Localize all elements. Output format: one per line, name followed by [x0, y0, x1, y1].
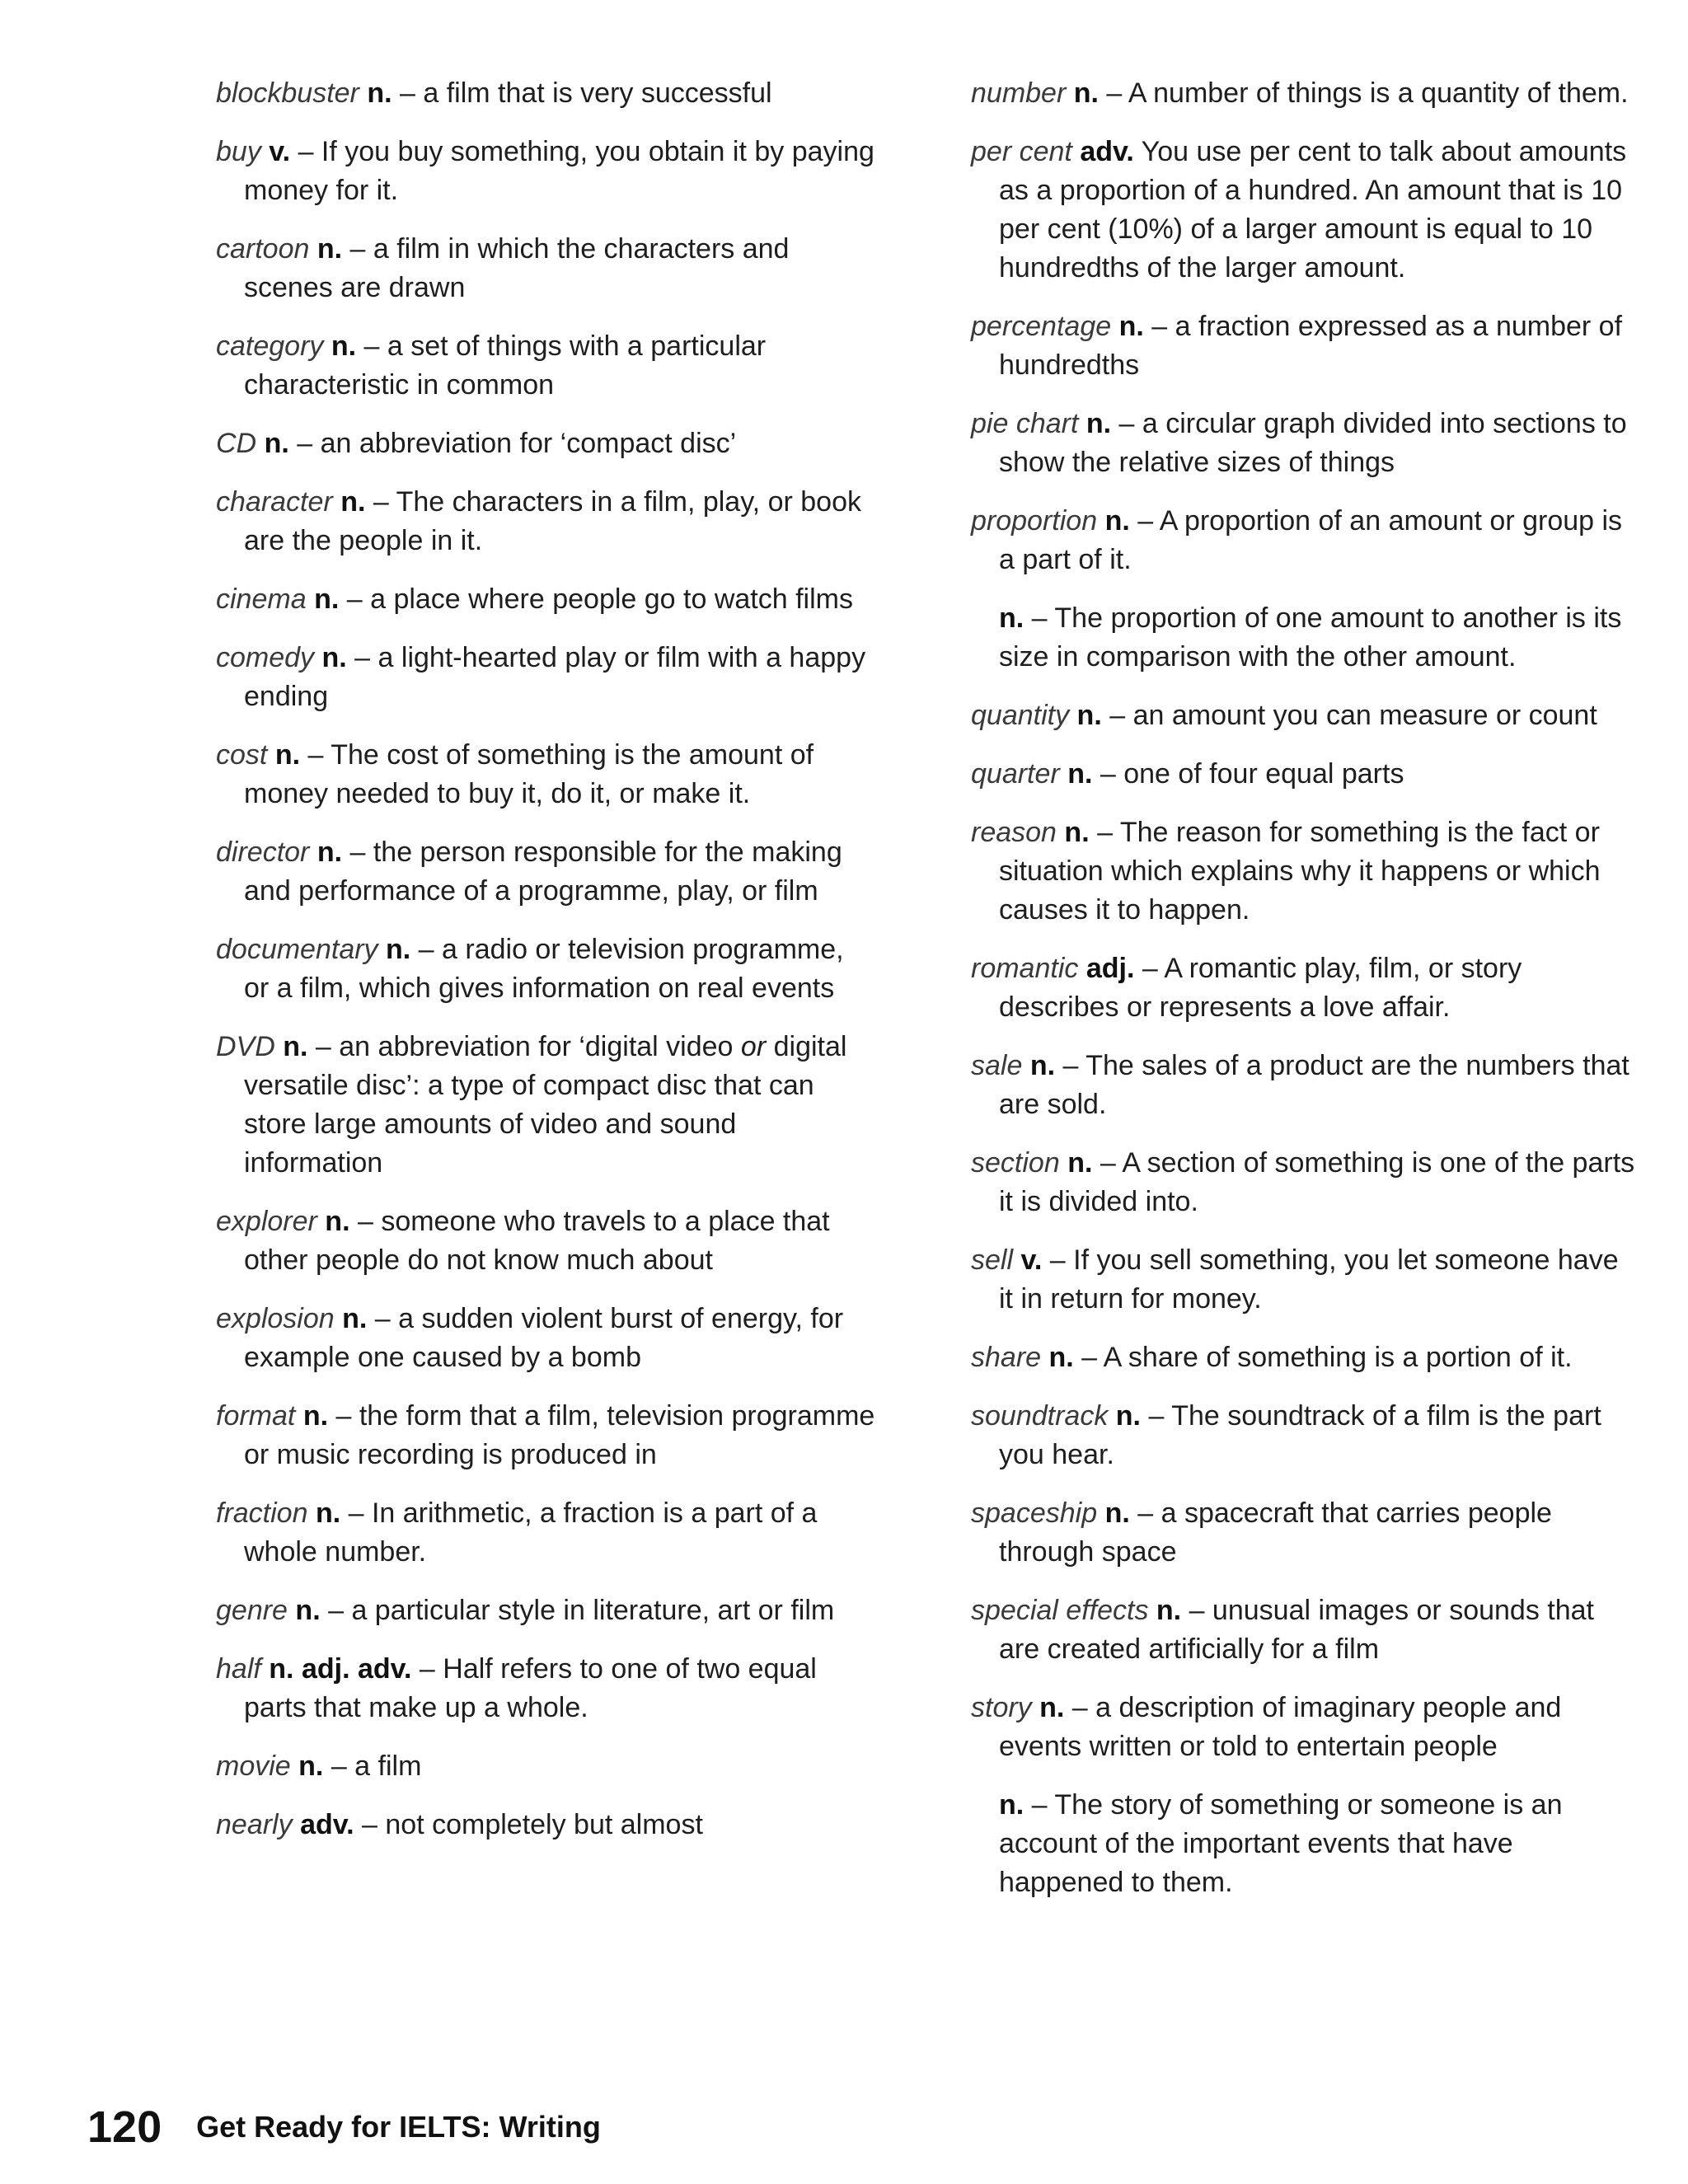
page-footer: [87, 2102, 601, 2153]
headword: buy: [216, 136, 261, 167]
definition: – a film that is very successful: [392, 77, 772, 109]
definition: – A section of something is one of the parts it is divided into.: [999, 1147, 1635, 1217]
definition: – a radio or television programme, or a film, which gives information on real events: [244, 934, 844, 1004]
part-of-speech: n.: [321, 642, 347, 673]
part-of-speech: n.: [340, 486, 366, 518]
glossary-column-left: [216, 74, 875, 1864]
glossary-entry: [216, 1747, 875, 1786]
part-of-speech: n.: [274, 739, 301, 771]
part-of-speech: n.: [999, 1789, 1025, 1821]
part-of-speech: n.: [1073, 77, 1099, 109]
definition: – The soundtrack of a film is the part you hear.: [999, 1400, 1601, 1470]
definition: – an amount you can measure or count: [1101, 700, 1597, 731]
glossary-entry: [971, 1591, 1639, 1669]
part-of-speech: v.: [269, 136, 291, 167]
part-of-speech: n.: [316, 233, 343, 265]
definition: – The reason for something is the fact or situation which explains why it happens or which causes it to happen.: [999, 817, 1601, 926]
glossary-entry: [971, 1494, 1639, 1572]
glossary-entry: [216, 930, 875, 1008]
definition: – a film in which the characters and scenes are drawn: [244, 233, 790, 303]
glossary-entry: [971, 1338, 1639, 1377]
definition: You use per cent to talk about amounts as a proportion of a hundred. An amount that is 10 per cent (10%) of a larger amount is equal to 10 hundredths of the larger amount.: [999, 136, 1627, 284]
definition: – a light-hearted play or film with a happy ending: [244, 642, 866, 712]
definition: – In arithmetic, a fraction is a part of a whole number.: [244, 1497, 818, 1568]
headword: fraction: [216, 1497, 308, 1529]
definition: – A romantic play, film, or story describes or represents a love affair.: [999, 953, 1522, 1023]
definition: – a fraction expressed as a number of hundredths: [999, 311, 1623, 381]
headword: genre: [216, 1595, 288, 1626]
glossary-entry: [971, 755, 1639, 794]
headword: pie chart: [971, 408, 1079, 439]
definition: – an abbreviation for ‘digital video: [307, 1031, 741, 1062]
glossary-entry: [971, 949, 1639, 1027]
definition: – a set of things with a particular characteristic in common: [244, 330, 767, 401]
part-of-speech: n.: [1048, 1342, 1074, 1373]
definition: – not completely but almost: [354, 1809, 703, 1840]
headword: category: [216, 330, 324, 362]
part-of-speech: n.: [1067, 1147, 1093, 1179]
definition: – The story of something or someone is an account of the important events that have happened to them.: [999, 1789, 1563, 1898]
part-of-speech: n.: [1067, 758, 1093, 790]
glossary-entry: [216, 1202, 875, 1280]
headword: romantic: [971, 953, 1079, 984]
part-of-speech: n.: [325, 1206, 350, 1237]
definition: – a film: [323, 1750, 422, 1782]
headword: director: [216, 837, 310, 868]
part-of-speech: adv.: [1080, 136, 1134, 167]
headword: half: [216, 1653, 261, 1685]
glossary-entry: [216, 1650, 875, 1727]
glossary-entry-sense: [971, 1786, 1639, 1902]
glossary-entry: [216, 327, 875, 405]
glossary-entry: [971, 1047, 1639, 1124]
part-of-speech: n.: [295, 1595, 321, 1626]
part-of-speech: n.: [1104, 505, 1130, 537]
part-of-speech: n.: [1029, 1050, 1056, 1081]
part-of-speech: n.: [283, 1031, 308, 1062]
glossary-entry: [971, 502, 1639, 579]
headword: soundtrack: [971, 1400, 1109, 1432]
part-of-speech: n.: [298, 1750, 324, 1782]
glossary-entry: [971, 696, 1639, 735]
part-of-speech: adv.: [300, 1809, 354, 1840]
definition: – the person responsible for the making and performance of a programme, play, or film: [244, 837, 842, 907]
glossary-entry: [971, 813, 1639, 930]
definition: – one of four equal parts: [1092, 758, 1404, 790]
glossary-entry: [216, 1300, 875, 1377]
glossary-entry: [216, 639, 875, 716]
definition: – Half refers to one of two equal parts that make up a whole.: [244, 1653, 817, 1723]
glossary-entry: [216, 1028, 875, 1183]
part-of-speech: n.: [1076, 700, 1102, 731]
glossary-entry: [216, 133, 875, 210]
headword: DVD: [216, 1031, 275, 1062]
headword: blockbuster: [216, 77, 359, 109]
headword: quarter: [971, 758, 1060, 790]
glossary-entry: [216, 580, 875, 619]
headword: nearly: [216, 1809, 293, 1840]
book-title: Get Ready for IELTS: Writing: [196, 2110, 601, 2144]
part-of-speech: adj.: [1085, 953, 1135, 984]
part-of-speech: n.: [367, 77, 392, 109]
glossary-column-right: [971, 74, 1639, 1922]
glossary-entry-sense: [971, 599, 1639, 677]
definition: – If you buy something, you obtain it by paying money for it.: [244, 136, 874, 206]
headword: reason: [971, 817, 1057, 848]
headword: sale: [971, 1050, 1023, 1081]
headword: quantity: [971, 700, 1070, 731]
part-of-speech: n.: [1104, 1497, 1130, 1529]
glossary-entry: [216, 1806, 875, 1844]
page-number: 120: [87, 2102, 162, 2152]
headword: share: [971, 1342, 1042, 1373]
part-of-speech: n.: [316, 837, 343, 868]
glossary-entry: [971, 74, 1639, 113]
part-of-speech: n.: [1085, 408, 1112, 439]
part-of-speech: n.: [331, 330, 357, 362]
definition: – a description of imaginary people and events written or told to entertain people: [999, 1692, 1562, 1762]
definition: – someone who travels to a place that other people do not know much about: [244, 1206, 830, 1276]
headword: per cent: [971, 136, 1072, 167]
headword: section: [971, 1147, 1060, 1179]
headword: story: [971, 1692, 1032, 1723]
definition: – The cost of something is the amount of money needed to buy it, do it, or make it.: [244, 739, 814, 809]
headword: spaceship: [971, 1497, 1098, 1529]
definition: – a circular graph divided into sections to show the relative sizes of things: [999, 408, 1627, 478]
definition: – a place where people go to watch films: [339, 583, 853, 615]
definition: – the form that a film, television programme or music recording is produced in: [244, 1400, 875, 1470]
part-of-speech: n.: [302, 1400, 329, 1432]
glossary-entry: [216, 1494, 875, 1572]
definition: – The proportion of one amount to another is its size in comparison with the other amount.: [999, 602, 1622, 673]
headword: cinema: [216, 583, 307, 615]
definition: – unusual images or sounds that are created artificially for a film: [999, 1595, 1594, 1665]
headword: explosion: [216, 1303, 335, 1334]
definition: – A share of something is a portion of it.: [1073, 1342, 1573, 1373]
headword: documentary: [216, 934, 378, 965]
definition: – a spacecraft that carries people through space: [999, 1497, 1552, 1568]
headword: special effects: [971, 1595, 1149, 1626]
headword: comedy: [216, 642, 315, 673]
glossary-entry: [971, 307, 1639, 385]
headword: cost: [216, 739, 268, 771]
headword: character: [216, 486, 333, 518]
glossary-entry: [216, 1397, 875, 1474]
headword: format: [216, 1400, 296, 1432]
glossary-entry: [216, 230, 875, 307]
definition-continued: digital versatile disc’: a type of compact disc that can store large amounts of video and sound information: [244, 1031, 847, 1179]
headword: sell: [971, 1244, 1014, 1276]
glossary-entry: [971, 1241, 1639, 1319]
glossary-entry: [971, 133, 1639, 288]
definition: – If you sell something, you let someone have it in return for money.: [999, 1244, 1619, 1315]
definition: – A number of things is a quantity of them.: [1098, 77, 1629, 109]
headword: explorer: [216, 1206, 317, 1237]
headword: percentage: [971, 311, 1112, 342]
part-of-speech: n.: [1064, 817, 1090, 848]
part-of-speech: n.: [342, 1303, 368, 1334]
headword: number: [971, 77, 1067, 109]
definition: – A proportion of an amount or group is a part of it.: [999, 505, 1623, 575]
glossary-entry: [971, 1144, 1639, 1221]
definition: – The sales of a product are the numbers that are sold.: [999, 1050, 1629, 1120]
part-of-speech: n.: [999, 602, 1025, 634]
part-of-speech: v.: [1020, 1244, 1043, 1276]
part-of-speech: n.: [1118, 311, 1144, 342]
part-of-speech: n.: [1115, 1400, 1141, 1432]
definition: – an abbreviation for ‘compact disc’: [288, 428, 737, 459]
definition: – The characters in a film, play, or book are the people in it.: [244, 486, 861, 556]
headword: CD: [216, 428, 257, 459]
glossary-entry: [971, 1689, 1639, 1766]
part-of-speech: n.: [386, 934, 411, 965]
headword: cartoon: [216, 233, 310, 265]
definition: – a sudden violent burst of energy, for example one caused by a bomb: [244, 1303, 844, 1373]
glossary-entry: [216, 833, 875, 911]
glossary-entry: [971, 405, 1639, 482]
glossary-entry: [216, 1591, 875, 1630]
part-of-speech: n.: [315, 1497, 341, 1529]
part-of-speech: n.: [1156, 1595, 1182, 1626]
glossary-entry: [216, 424, 875, 463]
part-of-speech: n. adj. adv.: [269, 1653, 412, 1685]
part-of-speech: n.: [264, 428, 289, 459]
glossary-entry: [216, 736, 875, 813]
definition: – a particular style in literature, art or film: [320, 1595, 835, 1626]
part-of-speech: n.: [1039, 1692, 1065, 1723]
glossary-entry: [971, 1397, 1639, 1474]
glossary-entry: [216, 74, 875, 113]
headword: proportion: [971, 505, 1098, 537]
part-of-speech: n.: [314, 583, 340, 615]
headword: movie: [216, 1750, 291, 1782]
glossary-entry: [216, 483, 875, 560]
definition-italic: or: [740, 1031, 767, 1062]
